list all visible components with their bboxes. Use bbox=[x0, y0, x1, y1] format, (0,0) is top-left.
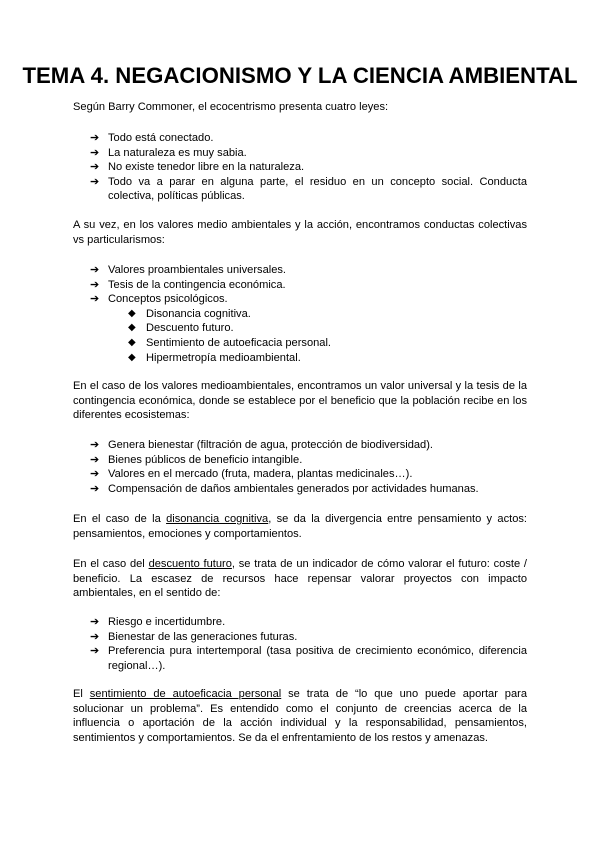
arrow-icon: ➔ bbox=[90, 630, 100, 643]
environmental-values-paragraph: En el caso de los valores medioambientales, encontramos un valor universal y la tesis de la contingencia económica, donde se establece por el beneficio que la población recibe en los diferentes ecosistemas: bbox=[73, 380, 527, 422]
term-cognitive-dissonance: disonancia cognitiva bbox=[166, 513, 269, 525]
list-item: ➔ Todo está conectado. bbox=[90, 132, 214, 144]
arrow-icon: ➔ bbox=[90, 468, 100, 481]
psych-concepts-list bbox=[108, 307, 527, 365]
arrow-icon: ➔ bbox=[90, 146, 100, 159]
list-item: ➔ Bienestar de las generaciones futuras. bbox=[90, 630, 298, 643]
diamond-icon: ◆ bbox=[128, 322, 136, 334]
diamond-icon: ◆ bbox=[128, 307, 136, 319]
collective-conduct-paragraph: A su vez, en los valores medio ambientales y la acción, encontramos conductas colectivas vs particularismos: bbox=[73, 219, 527, 246]
page-title: TEMA 4. NEGACIONISMO Y LA CIENCIA AMBIENTAL bbox=[22, 63, 578, 88]
diamond-icon: ◆ bbox=[128, 351, 136, 363]
arrow-icon: ➔ bbox=[90, 161, 100, 174]
arrow-icon: ➔ bbox=[90, 482, 100, 495]
list-item: ◆ Disonancia cognitiva. bbox=[128, 307, 251, 320]
self-efficacy-paragraph: El sentimiento de autoeficacia personal se trata de “lo que uno puede aportar para solucionar un problema”. Es entendido como el conjunto de creencias acerca de la influencia o aportación de la acción individual y la responsabilidad, pensamientos, sentimientos y comportamientos. Se da el enfrentamiento de los restos y amenazas. bbox=[73, 688, 527, 744]
arrow-icon: ➔ bbox=[90, 175, 100, 188]
list-item: ➔ Valores en el mercado (fruta, madera, plantas medicinales…). bbox=[90, 468, 413, 481]
list-item: ◆ Descuento futuro. bbox=[128, 322, 234, 335]
arrow-icon: ➔ bbox=[90, 278, 100, 291]
term-future-discount: descuento futuro bbox=[148, 558, 232, 570]
list-item: ➔ Riesgo e incertidumbre. bbox=[90, 616, 226, 628]
cognitive-dissonance-paragraph: En el caso de la disonancia cognitiva, se da la divergencia entre pensamiento y actos: pensamientos, emociones y comportamientos. bbox=[73, 513, 527, 540]
list-item: ➔ Todo va a parar en alguna parte, el residuo en un concepto social. Conducta colectiva, políticas públicas. bbox=[90, 175, 527, 203]
arrow-icon: ➔ bbox=[90, 132, 100, 144]
list-item: ➔ Compensación de daños ambientales generados por actividades humanas. bbox=[90, 482, 479, 495]
list-item: ➔ Tesis de la contingencia económica. bbox=[90, 278, 286, 291]
list-item: ➔ Genera bienestar (filtración de agua, protección de biodiversidad). bbox=[90, 439, 433, 451]
term-self-efficacy: sentimiento de autoeficacia personal bbox=[89, 688, 282, 700]
laws-list bbox=[90, 131, 527, 204]
diamond-icon: ◆ bbox=[128, 336, 136, 348]
future-discount-paragraph: En el caso del descuento futuro, se trata de un indicador de cómo valorar el futuro: coste / beneficio. La escasez de recursos hace repensar valorar proyectos con impacto ambientales, en el sentido de: bbox=[73, 558, 527, 600]
benefits-list bbox=[90, 438, 527, 496]
list-item: ➔ Bienes públicos de beneficio intangible. bbox=[90, 453, 303, 466]
arrow-icon: ➔ bbox=[90, 264, 100, 276]
list-item: ➔ No existe tenedor libre en la naturaleza. bbox=[90, 161, 305, 174]
list-item: ➔ Preferencia pura intertemporal (tasa positiva de crecimiento económico, diferencia regional…). bbox=[90, 645, 527, 672]
arrow-icon: ➔ bbox=[90, 645, 100, 658]
list-item: ➔ Conceptos psicológicos. ◆ Disonancia cognitiva. ◆ Descuento futuro. ◆ Sentimiento de autoeficacia personal. ◆ Hipermetropía medioambiental. bbox=[90, 292, 527, 365]
arrow-icon: ➔ bbox=[90, 439, 100, 451]
list-item: ➔ Valores proambientales universales. bbox=[90, 264, 287, 276]
future-list bbox=[90, 615, 527, 673]
list-item: ◆ Hipermetropía medioambiental. bbox=[128, 351, 301, 364]
arrow-icon: ➔ bbox=[90, 293, 100, 306]
list-item: ➔ La naturaleza es muy sabia. bbox=[90, 146, 247, 159]
arrow-icon: ➔ bbox=[90, 453, 100, 466]
intro-paragraph: Según Barry Commoner, el ecocentrismo presenta cuatro leyes: bbox=[73, 101, 389, 113]
list-item: ◆ Sentimiento de autoeficacia personal. bbox=[128, 336, 332, 349]
values-list bbox=[90, 263, 527, 365]
arrow-icon: ➔ bbox=[90, 616, 100, 628]
